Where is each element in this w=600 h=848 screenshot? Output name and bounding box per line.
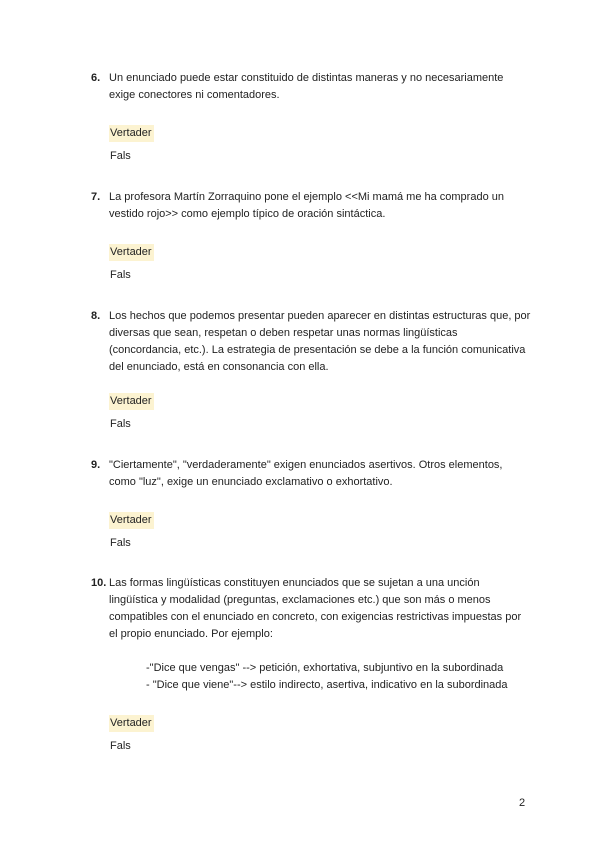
option-true[interactable]: Vertader [109, 125, 154, 142]
question-8 [91, 308, 531, 376]
question-6 [91, 70, 531, 104]
question-9 [91, 457, 531, 491]
option-false[interactable]: Fals [110, 418, 131, 430]
option-false[interactable]: Fals [110, 150, 131, 162]
option-true[interactable]: Vertader [109, 512, 154, 529]
examples-list [146, 660, 508, 694]
question-number: 9. [91, 459, 101, 471]
option-false[interactable]: Fals [110, 537, 131, 549]
question-number: 6. [91, 72, 101, 84]
question-text: Los hechos que podemos presentar pueden aparecer en distintas estructuras que, por diversas que sean, respetan o deben respetar unas normas lingüísticas (concordancia, etc.). La estrategia de presentación se debe a la función comunicativa del enunciado, está en consonancia con ella. [109, 310, 531, 373]
option-true[interactable]: Vertader [109, 715, 154, 732]
question-number: 7. [91, 191, 101, 203]
question-text: "Ciertamente", "verdaderamente" exigen enunciados asertivos. Otros elementos, como "luz", exige un enunciado exclamativo o exhortativo. [109, 459, 503, 488]
question-10 [91, 575, 531, 643]
example-item: -"Dice que vengas" --> petición, exhortativa, subjuntivo en la subordinada [146, 662, 504, 674]
question-text: La profesora Martín Zorraquino pone el ejemplo <<Mi mamá me ha comprado un vestido rojo>> como ejemplo típico de oración sintáctica. [109, 191, 504, 220]
question-number: 10. [91, 577, 107, 589]
option-false[interactable]: Fals [110, 269, 131, 281]
question-7 [91, 189, 531, 223]
page-number: 2 [519, 797, 526, 809]
question-number: 8. [91, 310, 101, 322]
option-true[interactable]: Vertader [109, 393, 154, 410]
example-item: - "Dice que viene"--> estilo indirecto, asertiva, indicativo en la subordinada [146, 679, 508, 691]
question-text: Un enunciado puede estar constituido de distintas maneras y no necesariamente exige conectores ni comentadores. [109, 72, 504, 101]
option-false[interactable]: Fals [110, 740, 131, 752]
question-text: Las formas lingüísticas constituyen enunciados que se sujetan a una unción lingüística y modalidad (preguntas, exclamaciones etc.) que son más o menos compatibles con el enunciado en concreto, con exigencias restrictivas impuestas por el propio enunciado. Por ejemplo: [109, 577, 522, 640]
option-true[interactable]: Vertader [109, 244, 154, 261]
